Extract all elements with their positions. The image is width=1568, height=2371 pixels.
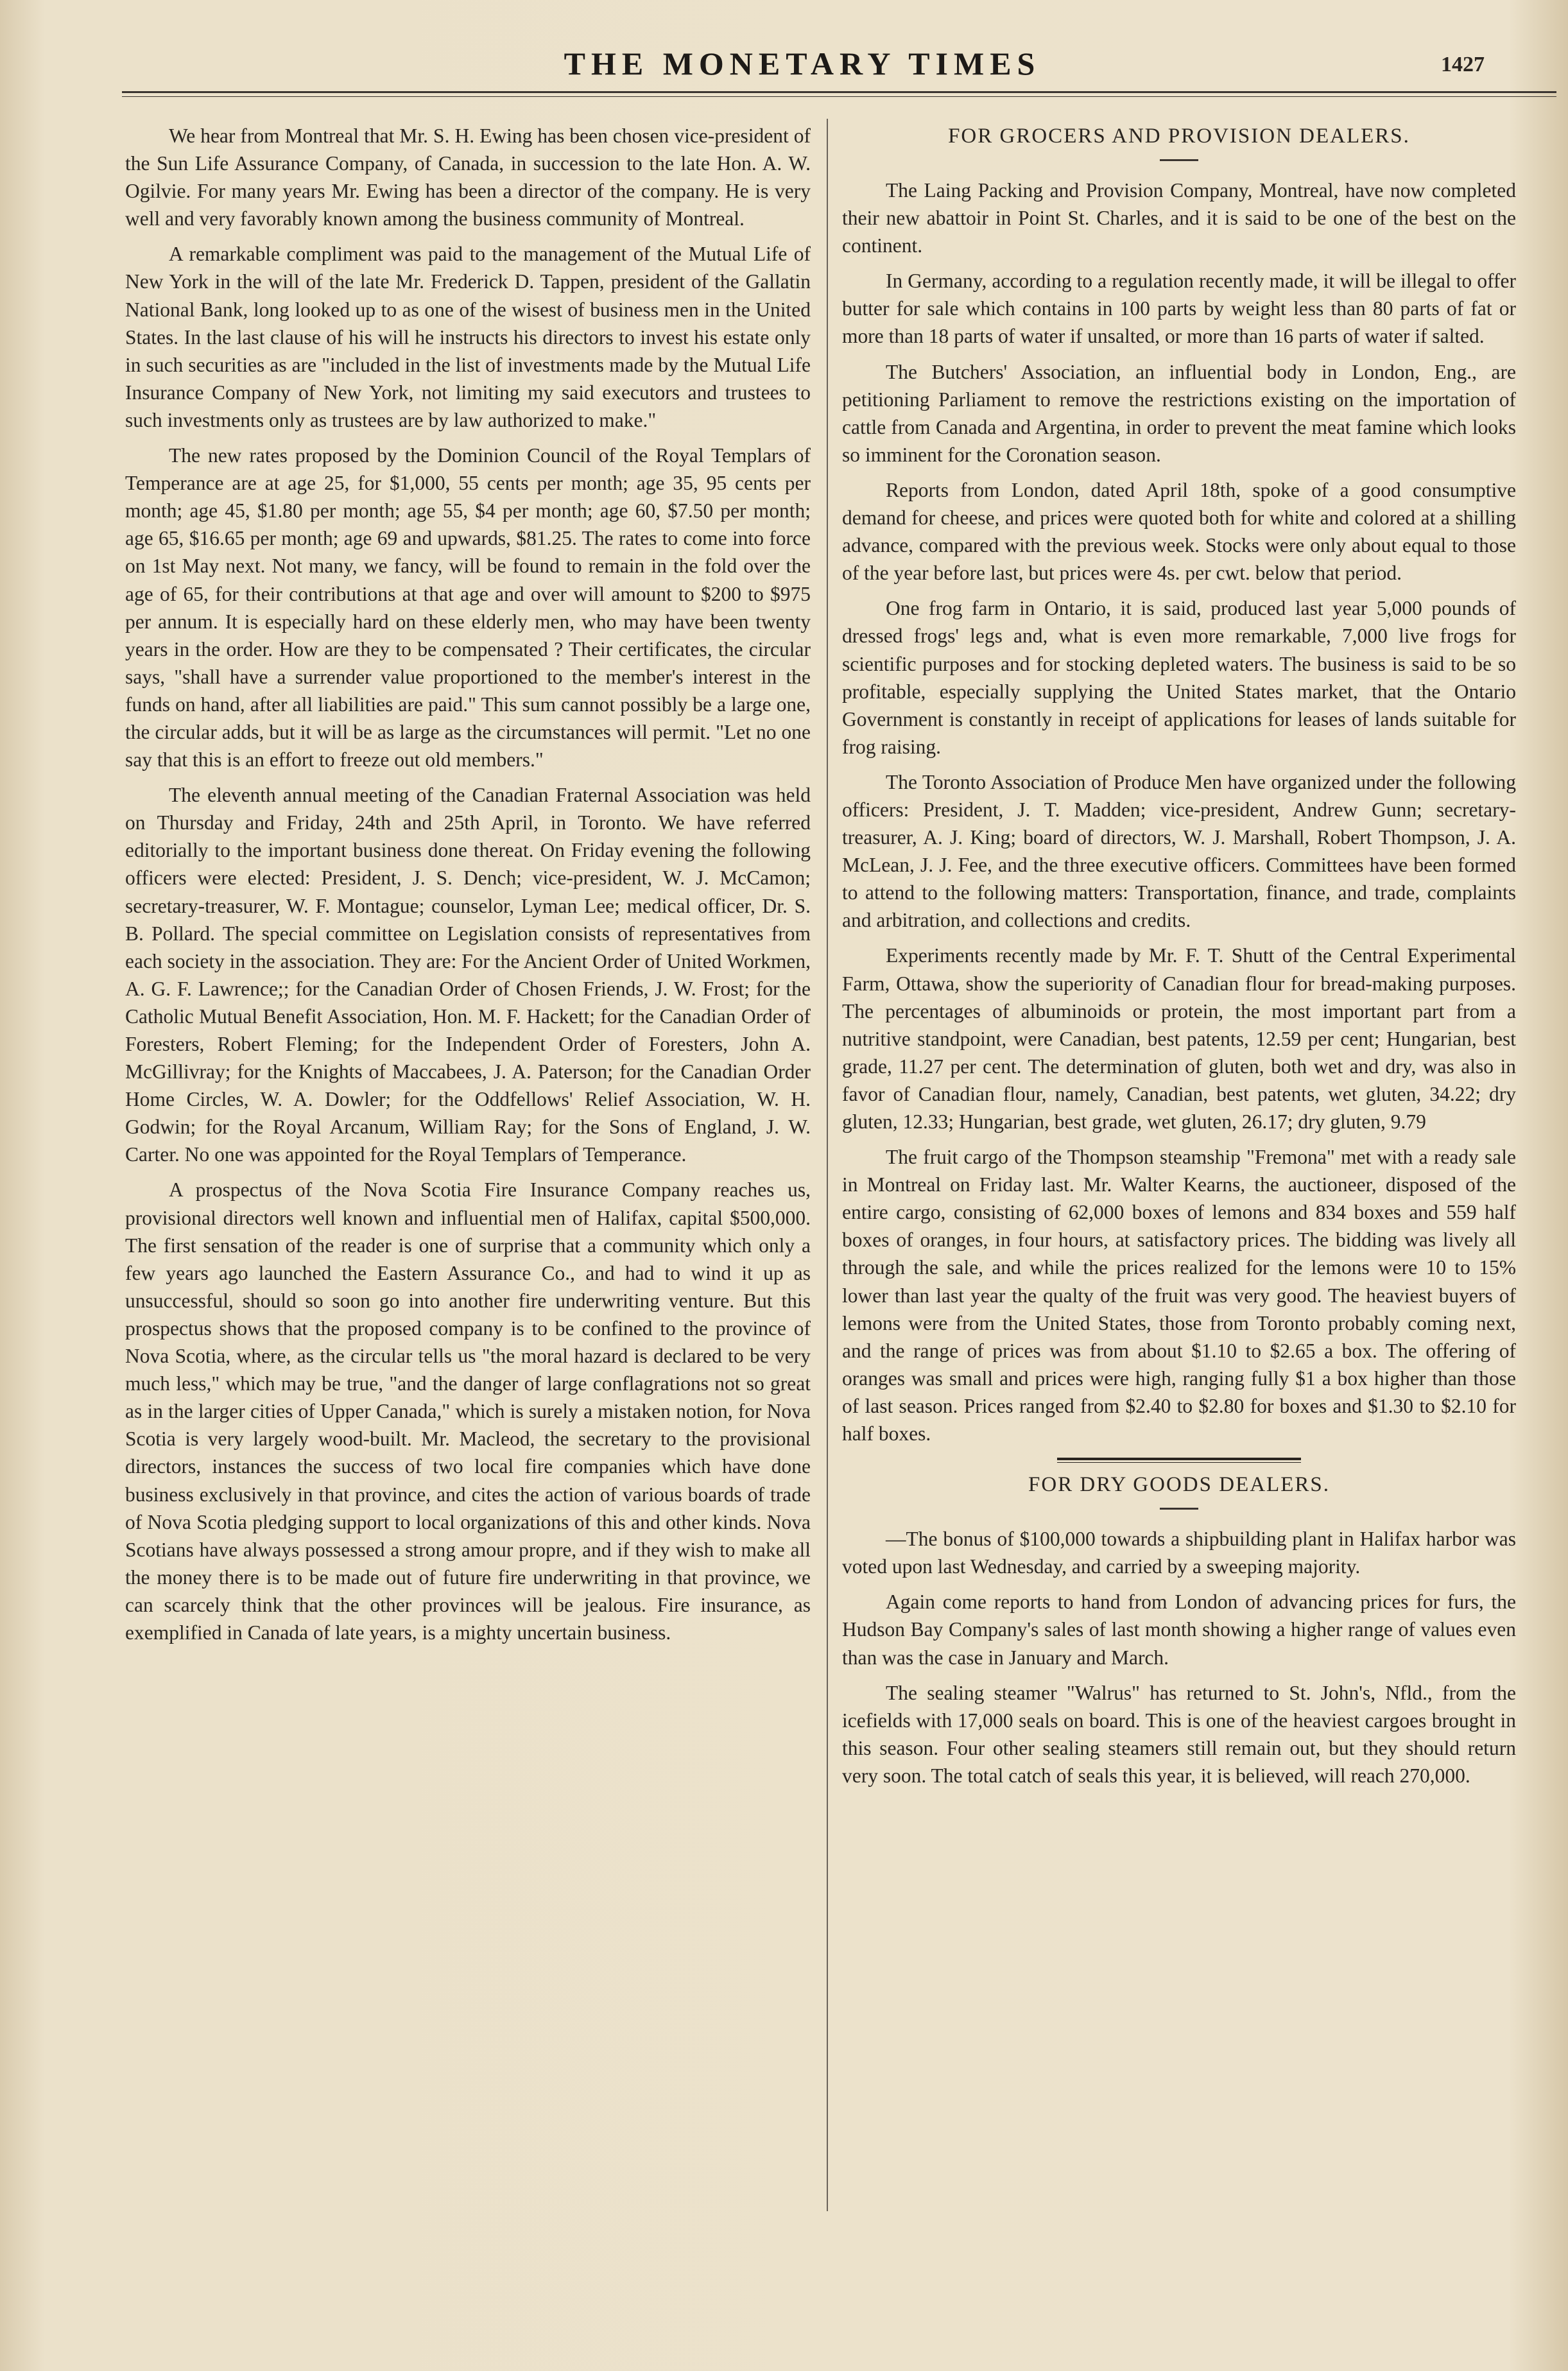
article-paragraph-tappen: A remarkable compliment was paid to the management of the Mutual Life of New York in the will of the late Mr. Frederick D. Tappen, president of the Gallatin National Bank, long looked up to as one of the wisest of business men in the United States. In the last clause of his will he instructs his directors to invest his estate only in such securities as are "included in the list of investments made by the Mutual Life Insurance Company of New York, not limiting my said executors and trustees to such investments only as trustees are by law authorized to make."	[125, 243, 811, 431]
section-rule	[1160, 1508, 1198, 1510]
article-paragraph-nova-scotia: A prospectus of the Nova Scotia Fire Insurance Company reaches us, provisional directors well known and influential men of Halifax, capital $500,000. The first sensation of the reader is one of surprise that a community which only a few years ago launched the Eastern Assurance Co., and had to wind it up as unsuccessful, should so soon go into another fire underwriting venture. But this prospectus shows that the proposed company is to be confined to the province of Nova Scotia, where, as the circular tells us "the moral hazard is declared to be very much less," which may be true, "and the danger of large conflagrations not so great as in the larger cities of Upper Canada," which is surely a mistaken notion, for Nova Scotia is very largely wood-built. Mr. Macleod, the secretary to the provisional directors, instances the success of two local fire companies which have done business exclusively in that province, and cites the action of various boards of trade of Nova Scotia pledging support to local organizations of this and other kinds. Nova Scotians have always possessed a strong amour propre, and if they wish to make all the money there is to be made out of future fire underwriting in that province, we can scarcely think that the other provinces will be jealous. Fire insurance, as exemplified in Canada of late years, is a mighty uncertain business.	[125, 1178, 811, 1644]
article-paragraph: The Toronto Association of Produce Men have organized under the following officers: President, J. T. Madden; vice-president, Andrew Gunn; secretary-treasurer, A. J. King; board of directors, W. J. Marshall, Robert Thompson, J. A. McLean, J. J. Fee, and the three executive officers. Committees have been formed to attend to the following matters: Transportation, finance, and trade, complaints and arbitration, and collections and credits.	[842, 770, 1516, 932]
section-heading-grocers: FOR GROCERS AND PROVISION DEALERS.	[948, 125, 1410, 148]
section-rule	[1160, 159, 1198, 161]
header-rule	[122, 91, 1556, 93]
header-rule-thin	[122, 96, 1556, 97]
section-heading-dry-goods: FOR DRY GOODS DEALERS.	[1028, 1473, 1330, 1497]
masthead	[0, 45, 1568, 86]
article-paragraph-templars: The new rates proposed by the Dominion Council of the Royal Templars of Temperance are at age 25, for $1,000, 55 cents per month; age 35, 95 cents per month; age 45, $1.80 per month; age 55, $4 per month; age 60, $7.50 per month; age 65, $16.65 per month; age 69 and upwards, $81.25. The rates to come into force on 1st May next. Not many, we fancy, will be found to remain in the fold over the age of 65, for their contributions at that age and over will amount to $200 to $975 per annum. It is especially hard on these elderly men, who may have been twenty years in the order. How are they to be compensated ? Their certificates, the circular says, "shall have a surrender value proportioned to the member's interest in the funds on hand, after all liabilities are paid." This sum cannot possibly be a large one, the circular adds, but it will be as large as the circumstances will permit. "Let no one say that this is an effort to freeze out old members."	[125, 444, 811, 772]
article-paragraph: One frog farm in Ontario, it is said, produced last year 5,000 pounds of dressed frogs' legs and, what is even more remarkable, 7,000 live frogs for scientific purposes and for stocking depleted waters. The business is said to be so profitable, especially supplying the United States market, that the Ontario Government is constantly in receipt of applications for leases of lands suitable for frog raising.	[842, 597, 1516, 758]
article-paragraph-fraternal: The eleventh annual meeting of the Canadian Fraternal Association was held on Thursday and Friday, 24th and 25th April, in Toronto. We have referred editorially to the important business done thereat. On Friday evening the following officers were elected: President, J. S. Dench; vice-president, W. J. McCamon; secretary-treasurer, W. F. Montague; counselor, Lyman Lee; medical officer, Dr. S. B. Pollard. The special committee on Legislation consists of representatives from each society in the association. They are: For the Ancient Order of United Workmen, A. G. F. Lawrence;; for the Canadian Order of Chosen Friends, J. W. Frost; for the Catholic Mutual Benefit Association, Hon. M. F. Hackett; for the Canadian Order of Foresters, Robert Fleming; for the Independent Order of Foresters, John A. McGillivray; for the Knights of Maccabees, J. A. Paterson; for the Canadian Order Home Circles, W. A. Dowler; for the Oddfellows' Relief Association, W. H. Godwin; for the Royal Arcanum, William Ray; for the Sons of England, J. W. Carter. No one was appointed for the Royal Templars of Temperance.	[125, 784, 811, 1166]
article-paragraph: The Laing Packing and Provision Company, Montreal, have now completed their new abattoir in Point St. Charles, and it is said to be one of the best on the continent.	[842, 179, 1516, 257]
column-divider	[827, 119, 828, 2211]
article-paragraph: Reports from London, dated April 18th, spoke of a good consumptive demand for cheese, and prices were quoted both for white and colored at a shilling advance, compared with the previous week. Stocks were only about equal to those of the year before last, but prices were 4s. per cwt. below that period.	[842, 478, 1516, 585]
page-number: 1427	[1441, 53, 1485, 76]
article-paragraph: The sealing steamer "Walrus" has returned to St. John's, Nfld., from the icefields with 17,000 seals on board. This is one of the heaviest cargoes brought in this season. Four other sealing steamers still remain out, but they should return very soon. The total catch of seals this year, it is believed, will reach 270,000.	[842, 1681, 1516, 1787]
article-paragraph: In Germany, according to a regulation recently made, it will be illegal to offer butter for sale which contains in 100 parts by weight less than 80 parts of fat or more than 18 parts of water if unsalted, or more than 16 parts of water if salted.	[842, 270, 1516, 348]
article-paragraph: —The bonus of $100,000 towards a shipbuilding plant in Halifax harbor was voted upon last Wednesday, and carried by a sweeping majority.	[842, 1528, 1516, 1578]
article-paragraph: The fruit cargo of the Thompson steamship "Fremona" met with a ready sale in Montreal on Friday last. Mr. Walter Kearns, the auctioneer, disposed of the entire cargo, consisting of 62,000 boxes of lemons and 834 boxes and 559 half boxes of oranges, in four hours, at satisfactory prices. The bidding was lively all through the sale, and while the prices realized for the lemons were 10 to 15% lower than last year the qualty of the fruit was very good. The heaviest buyers of lemons were from the United States, those from Toronto probably coming next, and the range of prices was from about $1.10 to $2.65 a box. The offering of oranges was small and prices were high, ranging fully $1 a box higher than those of last season. Prices ranged from $2.40 to $2.80 for boxes and $1.30 to $2.10 for half boxes.	[842, 1146, 1516, 1445]
article-paragraph: The Butchers' Association, an influential body in London, Eng., are petitioning Parliament to remove the restrictions existing on the importation of cattle from Canada and Argentina, in order to prevent the meat famine which looks so imminent for the Coronation season.	[842, 360, 1516, 466]
publication-title: THE MONETARY TIMES	[564, 46, 1041, 82]
article-paragraph: Experiments recently made by Mr. F. T. Shutt of the Central Experimental Farm, Ottawa, show the superiority of Canadian flour for bread-making purposes. The percentages of albuminoids or protein, the most important part from a nutritive standpoint, were Canadian, best patents, 12.59 per cent; Hungarian, best grade, 11.27 per cent. The determination of gluten, both wet and dry, was also in favor of Canadian flour, namely, Canadian, best patents, wet gluten, 34.22; dry gluten, 12.33; Hungarian, best grade, wet gluten, 26.17; dry gluten, 9.79	[842, 944, 1516, 1133]
right-column	[842, 122, 1516, 1797]
left-column	[125, 122, 811, 1654]
article-paragraph: Again come reports to hand from London of advancing prices for furs, the Hudson Bay Company's sales of last month showing a higher range of values even than was the case in January and March.	[842, 1591, 1516, 1669]
section-separator	[1057, 1458, 1301, 1463]
article-paragraph-ewing: We hear from Montreal that Mr. S. H. Ewing has been chosen vice-president of the Sun Life Assurance Company, of Canada, in succession to the late Hon. A. W. Ogilvie. For many years Mr. Ewing has been a director of the company. He is very well and very favorably known among the business community of Montreal.	[125, 125, 811, 230]
